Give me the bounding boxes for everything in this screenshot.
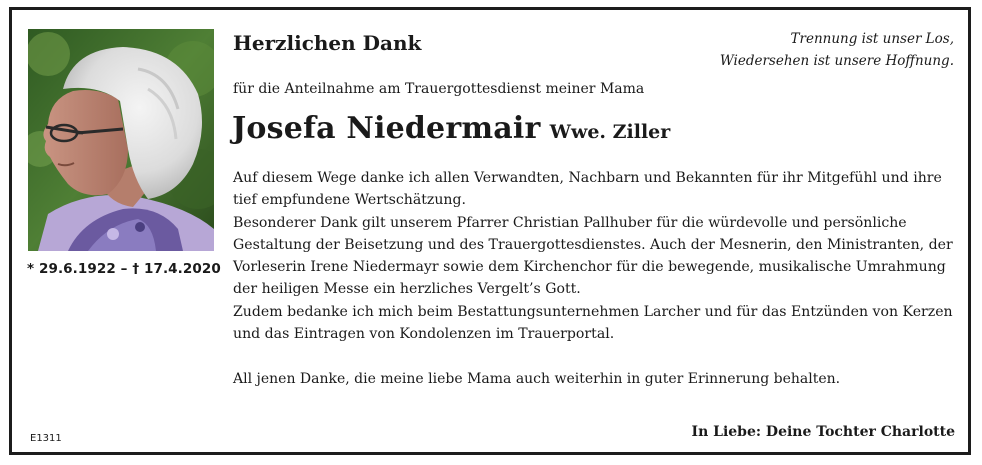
body-paragraph: Besonderer Dank gilt unserem Pfarrer Christian Pallhuber für die würdevolle und persönliche Gestaltung der Beisetzung und des Trauergottesdienstes. Auch der Mesnerin, den Ministranten, der Vorleserin Irene Niedermayr sowie dem Kirchenchor für die bewegende, musikalische Umrahmung der heiligen Messe ein herzliches Vergelt’s Gott.	[233, 214, 953, 298]
deceased-name-suffix: Wwe. Ziller	[549, 121, 671, 143]
ad-code: E1311	[30, 433, 62, 444]
body-text	[233, 167, 960, 345]
quote	[720, 28, 954, 72]
body-paragraph: Auf diesem Wege danke ich allen Verwandten, Nachbarn und Bekannten für ihr Mitgefühl und ihre tief empfundene Wertschätzung.	[233, 170, 942, 209]
quote-line-2: Wiedersehen ist unsere Hoffnung.	[719, 53, 954, 69]
deceased-name-line	[232, 111, 670, 146]
portrait-photo	[28, 29, 214, 251]
body-paragraph: Zudem bedanke ich mich beim Bestattungsunternehmen Larcher und für das Entzünden von Kerzen und das Eintragen von Kondolenzen im Trauerportal.	[233, 303, 953, 343]
obituary-card	[9, 7, 971, 455]
quote-line-1: Trennung ist unser Los,	[790, 31, 954, 47]
closing-text: All jenen Danke, die meine liebe Mama auch weiterhin in guter Erinnerung behalten.	[233, 371, 841, 387]
deceased-name: Josefa Niedermair	[232, 111, 541, 146]
intro-text: für die Anteilnahme am Trauergottesdienst meiner Mama	[233, 81, 645, 97]
signature: In Liebe: Deine Tochter Charlotte	[691, 424, 955, 440]
heading-thanks: Herzlichen Dank	[233, 31, 422, 55]
life-dates: * 29.6.1922 – † 17.4.2020	[27, 261, 221, 277]
